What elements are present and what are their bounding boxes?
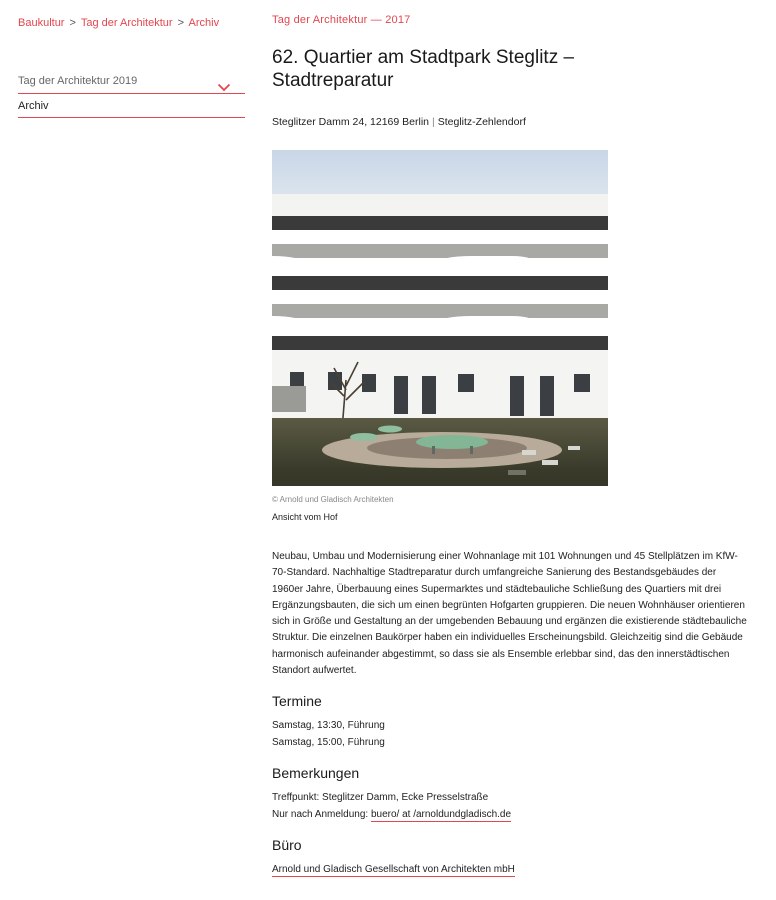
breadcrumb-separator: > [177, 17, 185, 29]
page-title-line-1: 62. Quartier am Stadtpark Steglitz – [272, 47, 575, 68]
anmeldung-line [272, 806, 752, 823]
photo-caption: Ansicht vom Hof [272, 512, 338, 522]
building-photo[interactable] [272, 150, 608, 486]
chevron-down-icon[interactable] [217, 76, 231, 102]
email-link[interactable]: buero/ at /arnoldundgladisch.de [370, 809, 512, 821]
address: Steglitzer Damm 24, 12169 Berlin [272, 116, 429, 128]
sidebar-item-archiv[interactable] [18, 94, 245, 118]
project-description: Neubau, Umbau und Modernisierung einer Wohnanlage mit 101 Wohnungen und 45 Stellplätzen im KfW-70-Standard. Nachhaltige Stadtreparatur durch umfangreiche Sanierung des Bestandsgebäudes der 1960er Jahre, Überbauung eines Supermarktes und städtebauliche Schließung des Quartiers mit drei Ergänzungsbauten, die sich um einen begrünten Hofgarten gruppieren. Die neuen Wohnhäuser orientieren sich in Größe und Gestaltung an der umgebenden Bebauung und ergänzen die existierende städtebauliche Struktur. Die einzelnen Baukörper haben ein individuelles Erscheinungsbild. Gleichzeitig sind die Gebäude harmonisch aufeinander abgestimmt, so dass sie als Ensemble erlebbar sind, das den innerstädtischen Standort aufwertet. [272, 551, 747, 677]
breadcrumb-archiv[interactable]: Archiv [188, 17, 220, 29]
event-kicker: Tag der Architektur — 2017 [272, 14, 411, 26]
treffpunkt-text: Treffpunkt: Steglitzer Damm, Ecke Presselstraße [272, 792, 489, 804]
buero-link[interactable]: Arnold und Gladisch Gesellschaft von Architekten mbH [272, 864, 515, 876]
page-title [272, 46, 752, 92]
termin-item: Samstag, 15:00, Führung [272, 737, 385, 749]
breadcrumb-tag-der-architektur[interactable]: Tag der Architektur [80, 17, 173, 29]
address-line [272, 116, 752, 128]
anmeldung-label: Nur nach Anmeldung: [272, 809, 371, 821]
breadcrumb-baukultur[interactable]: Baukultur [18, 17, 65, 29]
termine-heading: Termine [272, 693, 322, 710]
main-content [272, 14, 752, 878]
sidebar-nav [18, 68, 245, 118]
bemerkungen-heading: Bemerkungen [272, 765, 360, 782]
termin-item: Samstag, 13:30, Führung [272, 720, 385, 732]
year-select-value: Tag der Architektur 2019 [18, 75, 138, 87]
sidebar-item-label: Archiv [18, 100, 49, 112]
buero-line [272, 861, 752, 878]
district: Steglitz-Zehlendorf [437, 116, 526, 128]
page-title-line-2: Stadtreparatur [272, 70, 394, 91]
breadcrumb [18, 17, 219, 29]
breadcrumb-separator: > [69, 17, 76, 29]
buero-heading: Büro [272, 837, 302, 854]
photo-credit: © Arnold und Gladisch Architekten [272, 495, 394, 504]
year-select[interactable] [18, 68, 245, 94]
address-divider: | [432, 116, 435, 128]
